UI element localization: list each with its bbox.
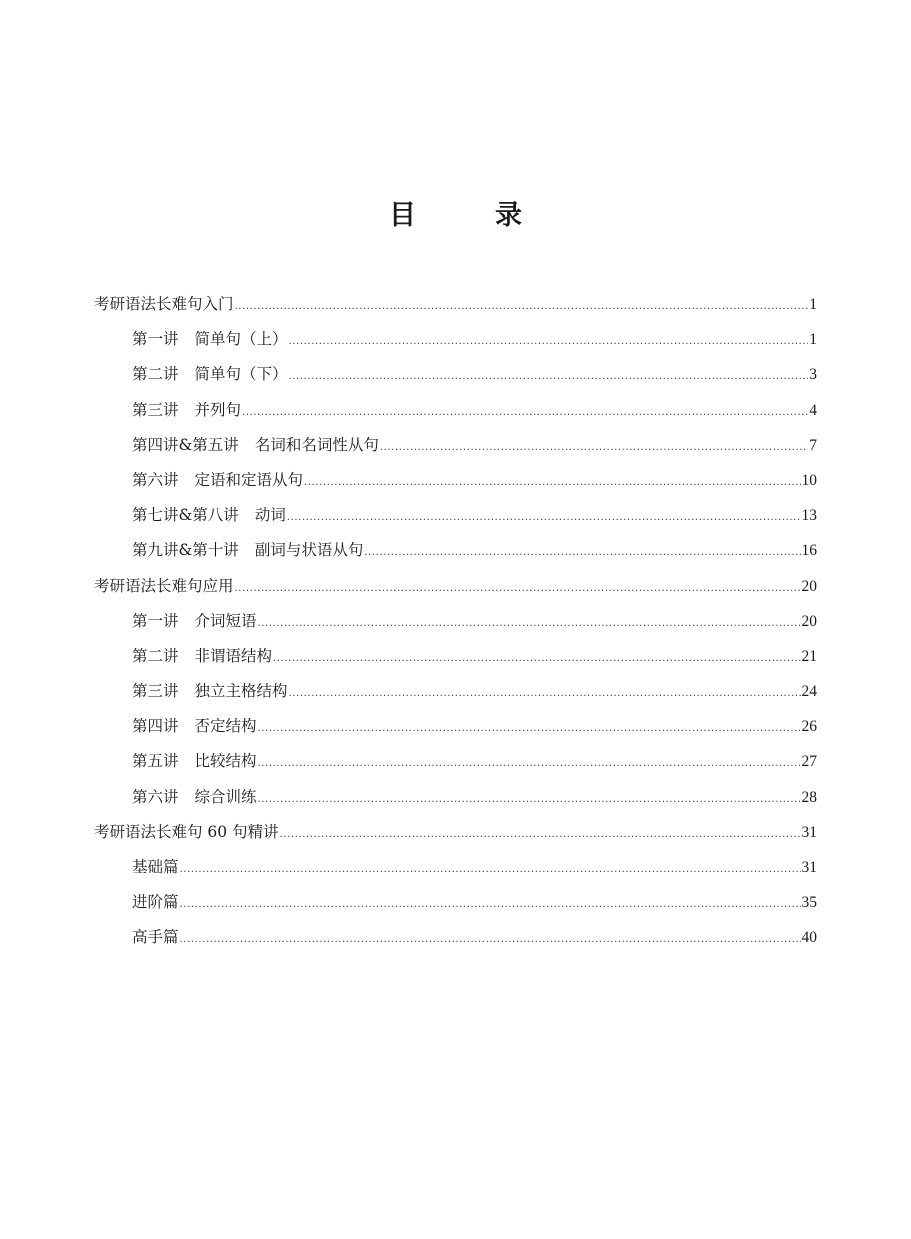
toc-section-entry[interactable] <box>94 885 817 920</box>
toc-section-entry[interactable] <box>94 709 817 744</box>
toc-entry-title <box>132 709 257 744</box>
toc-page-number: 24 <box>801 683 817 701</box>
toc-section-entry[interactable] <box>94 674 817 709</box>
toc-page-number: 20 <box>801 612 817 630</box>
dot-leader <box>287 500 801 535</box>
toc-section-entry[interactable] <box>94 639 817 674</box>
toc-chapter-entry[interactable] <box>94 815 817 850</box>
toc-entry-lecture: 第二讲 <box>132 646 179 665</box>
toc-entry-lecture: 第六讲 <box>132 787 179 806</box>
dot-leader <box>180 852 801 887</box>
toc-section-entry[interactable] <box>94 498 817 533</box>
toc-page-number: 21 <box>801 647 817 665</box>
toc-section-entry[interactable] <box>94 428 817 463</box>
toc-entry-title <box>132 463 303 498</box>
toc-entry-title <box>132 780 257 815</box>
toc-section-entry[interactable] <box>94 357 817 392</box>
toc-section-entry[interactable] <box>94 533 817 568</box>
dot-leader <box>258 711 801 746</box>
toc-page-number: 26 <box>801 718 817 736</box>
toc-section-entry[interactable] <box>94 850 817 885</box>
toc-entry-label: 进阶篇 <box>132 893 179 912</box>
toc-page-number: 28 <box>801 788 817 806</box>
dot-leader <box>289 359 809 394</box>
toc-entry-label: 名词和名词性从句 <box>254 435 379 454</box>
dot-leader <box>258 606 801 641</box>
toc-entry-label: 非谓语结构 <box>194 646 273 665</box>
toc-entry-title <box>132 639 272 674</box>
page-title: 目 录 <box>389 200 548 231</box>
toc-entry-title <box>94 815 279 850</box>
dot-leader <box>304 465 800 500</box>
toc-entry-label: 考研语法长难句入门 <box>94 295 234 313</box>
toc-page-number: 40 <box>801 929 817 947</box>
toc-page-number: 35 <box>801 894 817 912</box>
toc-entry-lecture: 第五讲 <box>132 752 179 771</box>
toc-entry-title <box>132 674 288 709</box>
dot-leader <box>280 817 801 852</box>
toc-entry-title <box>132 498 286 533</box>
toc-entry-label: 介词短语 <box>194 611 257 630</box>
toc-entry-title <box>132 850 179 885</box>
toc-entry-label: 副词与状语从句 <box>254 541 364 560</box>
toc-entry-lecture: 第四讲&第五讲 <box>132 435 239 454</box>
dot-leader <box>180 887 801 922</box>
toc-entry-title <box>132 322 288 357</box>
dot-leader <box>380 430 808 465</box>
toc-entry-lecture: 第九讲&第十讲 <box>132 541 239 560</box>
dot-leader <box>180 922 801 957</box>
dot-leader <box>289 676 801 711</box>
dot-leader <box>364 535 800 570</box>
toc-entry-title <box>132 920 179 955</box>
toc-page-number: 1 <box>809 331 817 349</box>
toc-entry-label: 并列句 <box>194 400 242 419</box>
dot-leader <box>258 746 801 781</box>
toc-page-number: 3 <box>809 366 817 384</box>
toc-chapter-entry[interactable] <box>94 287 817 322</box>
toc-entry-title <box>132 604 257 639</box>
table-of-contents <box>94 287 817 956</box>
toc-entry-title <box>132 885 179 920</box>
toc-entry-label: 比较结构 <box>194 752 257 771</box>
toc-entry-label: 独立主格结构 <box>194 682 288 701</box>
toc-entry-title <box>132 744 257 779</box>
toc-entry-label: 简单句（下） <box>194 365 288 384</box>
toc-page-number: 1 <box>809 296 817 313</box>
toc-section-entry[interactable] <box>94 920 817 955</box>
toc-section-entry[interactable] <box>94 780 817 815</box>
toc-entry-label: 基础篇 <box>132 858 179 876</box>
dot-leader <box>235 289 809 324</box>
toc-page-number: 31 <box>801 823 817 841</box>
toc-section-entry[interactable] <box>94 322 817 357</box>
toc-section-entry[interactable] <box>94 744 817 779</box>
toc-entry-lecture: 第三讲 <box>132 682 179 701</box>
toc-page-number: 20 <box>801 577 817 595</box>
dot-leader <box>273 641 800 676</box>
toc-entry-label: 考研语法长难句 60 句精讲 <box>94 822 279 841</box>
toc-entry-label: 简单句（上） <box>194 330 288 349</box>
toc-entry-label: 动词 <box>254 506 286 525</box>
toc-entry-label: 综合训练 <box>194 787 257 806</box>
toc-entry-lecture: 第一讲 <box>132 330 179 349</box>
dot-leader <box>289 324 809 359</box>
toc-page-number: 16 <box>801 542 817 560</box>
toc-page-number: 31 <box>801 859 817 876</box>
toc-entry-title <box>132 428 379 463</box>
toc-section-entry[interactable] <box>94 393 817 428</box>
toc-entry-title <box>132 357 288 392</box>
toc-entry-title <box>94 287 234 322</box>
dot-leader <box>258 782 801 817</box>
toc-entry-label: 定语和定语从句 <box>194 470 304 489</box>
toc-page-number: 10 <box>801 471 817 489</box>
toc-entry-lecture: 第四讲 <box>132 717 179 736</box>
toc-entry-lecture: 第二讲 <box>132 365 179 384</box>
toc-page-number: 4 <box>809 401 817 419</box>
toc-chapter-entry[interactable] <box>94 569 817 604</box>
toc-entry-label: 考研语法长难句应用 <box>94 576 234 595</box>
dot-leader <box>235 571 801 606</box>
toc-entry-label: 否定结构 <box>194 717 257 736</box>
toc-entry-title <box>132 393 241 428</box>
toc-entry-lecture: 第七讲&第八讲 <box>132 506 239 525</box>
toc-entry-title <box>132 533 363 568</box>
toc-entry-lecture: 第一讲 <box>132 611 179 630</box>
toc-entry-label: 高手篇 <box>132 928 179 947</box>
toc-entry-lecture: 第六讲 <box>132 470 179 489</box>
dot-leader <box>242 395 808 430</box>
toc-section-entry[interactable] <box>94 463 817 498</box>
toc-page-number: 13 <box>801 507 817 525</box>
toc-page-number: 7 <box>809 436 817 454</box>
toc-entry-title <box>94 569 234 604</box>
toc-section-entry[interactable] <box>94 604 817 639</box>
toc-page-number: 27 <box>801 753 817 771</box>
toc-entry-lecture: 第三讲 <box>132 400 179 419</box>
